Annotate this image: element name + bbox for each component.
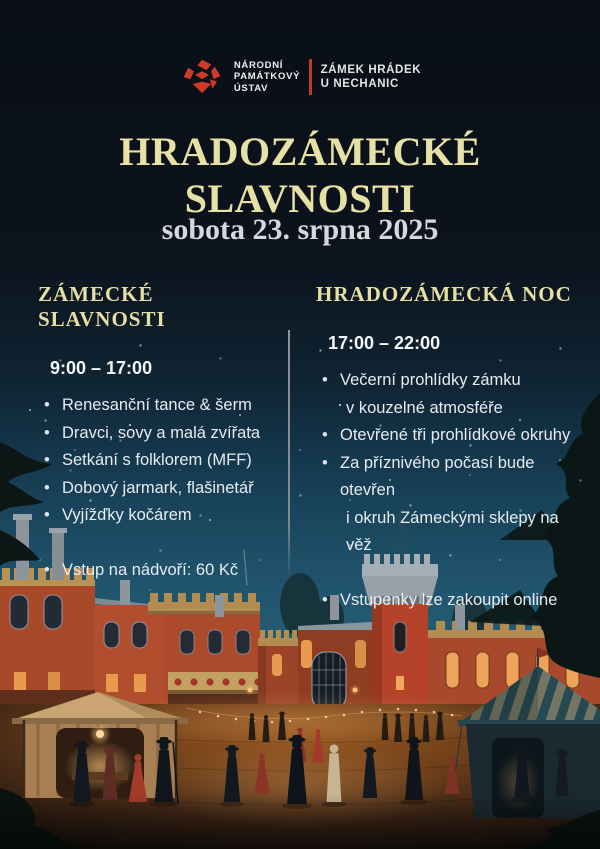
logo: [0, 54, 600, 100]
logo-org-line: PAMÁTKOVÝ: [233, 71, 301, 83]
list-item-continuation: v kouzelné atmosféře: [346, 398, 503, 417]
starfield-upper: [0, 0, 1, 1]
logo-site-line: U NECHANIC: [320, 78, 399, 90]
npu-red-mark-icon: [179, 54, 225, 100]
tickets-note: • Vstupenky lze zakoupit online: [316, 587, 578, 615]
logo-site-name: [321, 63, 421, 92]
column-divider: [288, 330, 290, 578]
column-right-list: [316, 367, 578, 614]
column-left-time: 9:00 – 17:00: [50, 358, 153, 378]
admission-note: • Vstup na nádvoří: 60 Kč: [38, 557, 284, 585]
list-item: • Večerní prohlídky zámku: [316, 367, 578, 395]
list-item: • Setkání s folklorem (MFF): [38, 447, 284, 475]
column-zamecke-slavnosti: [38, 282, 284, 584]
list-item: • Dobový jarmark, flašinetář: [38, 475, 284, 503]
logo-divider: [309, 59, 312, 95]
list-item-continuation: i okruh Zámeckými sklepy na věž: [346, 508, 559, 554]
logo-org-line: ÚSTAV: [233, 82, 269, 94]
column-right-heading: HRADOZÁMECKÁ NOC: [316, 282, 572, 306]
poster-date: sobota 23. srpna 2025: [161, 213, 439, 246]
list-item: • Dravci, sovy a malá zvířata: [38, 420, 284, 448]
column-hradozamecka-noc: [316, 282, 578, 614]
logo-org-line: NÁRODNÍ: [233, 59, 284, 71]
list-item: • Renesanční tance & šerm: [38, 392, 284, 420]
logo-org-name: [234, 60, 300, 95]
column-left-list: [38, 392, 284, 584]
list-item: • Vyjížďky kočárem: [38, 502, 284, 530]
bottom-vignette: [0, 794, 600, 849]
list-item: • Otevřené tři prohlídkové okruhy: [316, 422, 578, 450]
logo-site-line: ZÁMEK HRÁDEK: [320, 63, 422, 76]
column-right-time: 17:00 – 22:00: [328, 333, 441, 353]
poster-title: HRADOZÁMECKÉ SLAVNOSTI: [119, 129, 481, 221]
list-item: • Za příznivého počasí bude otevřen: [316, 450, 578, 505]
column-left-heading: ZÁMECKÉ SLAVNOSTI: [38, 282, 166, 331]
